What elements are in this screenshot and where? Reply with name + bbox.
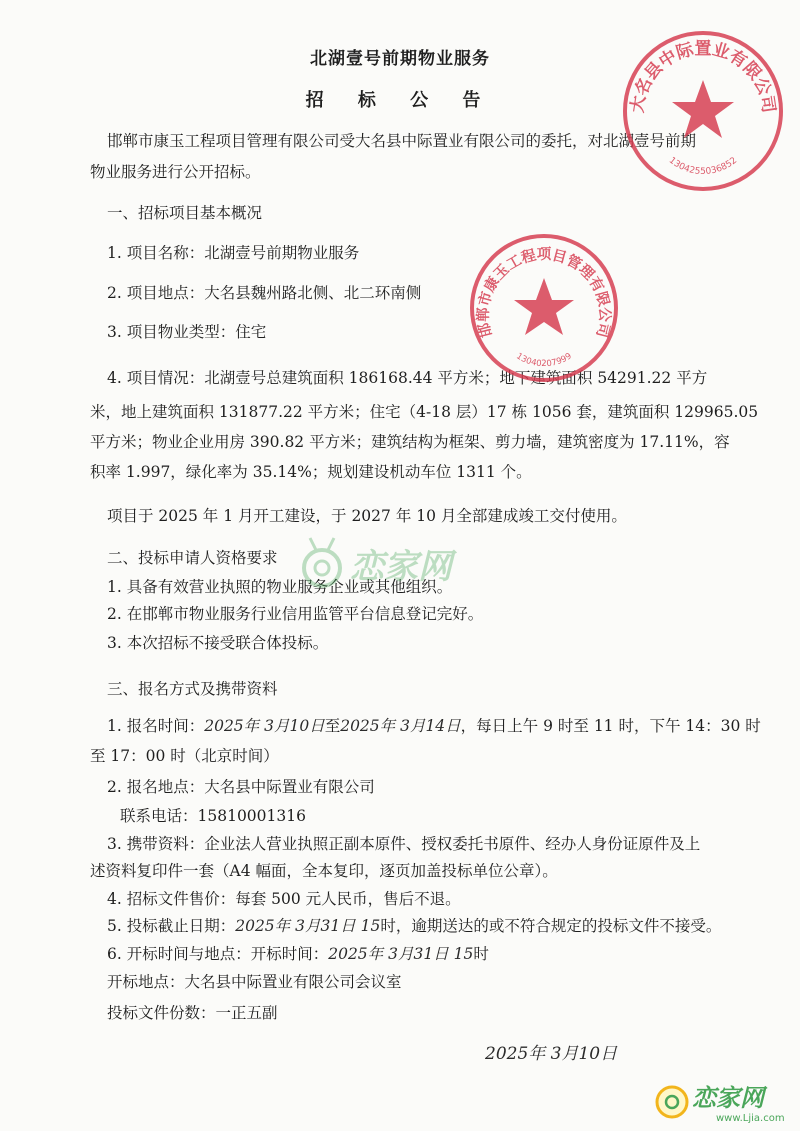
- document-subtitle: 招 标 公 告: [305, 90, 495, 111]
- handwritten-deadline: 2025年 3月31日 15: [235, 917, 381, 935]
- seal-1-number: 1304255036852: [666, 155, 740, 178]
- handwritten-start-date: 2025年 3月10日: [204, 717, 325, 735]
- materials-line-1: 3. 携带资料：企业法人营业执照正副本原件、授权委托书原件、经办人身份证原件及上: [107, 835, 701, 853]
- registration-place: 2. 报名地点：大名县中际置业有限公司: [107, 778, 375, 796]
- intro-line-2: 物业服务进行公开招标。: [90, 163, 261, 181]
- project-location: 2. 项目地点：大名县魏州路北侧、北二环南侧: [107, 284, 422, 302]
- materials-line-2: 述资料复印件一套（A4 幅面，全本复印，逐页加盖投标单位公章）。: [90, 862, 558, 880]
- seal-2-number: 13040207999: [514, 351, 574, 370]
- watermark-logo: [290, 534, 510, 594]
- agency-seal-stamp: [468, 232, 620, 384]
- project-situation-line-4: 积率 1.997，绿化率为 35.14%；规划建设机动车位 1311 个。: [90, 463, 532, 481]
- svg-text:1304255036852: [667, 156, 739, 177]
- company-seal-stamp: [620, 28, 786, 194]
- watermark-brand: 恋家网: [350, 547, 452, 587]
- bid-opening-place: 开标地点：大名县中际置业有限公司会议室: [107, 973, 402, 991]
- project-situation-line-1: 4. 项目情况：北湖壹号总建筑面积 186168.44 平方米；地下建筑面积 54291.22 平方: [107, 369, 708, 387]
- section3-heading: 三、报名方式及携带资料: [107, 680, 278, 698]
- project-situation-line-3: 平方米；物业企业用房 390.82 平方米；建筑结构为框架、剪力墙，建筑密度为 17.11%，容: [90, 433, 730, 451]
- project-schedule: 项目于 2025 年 1 月开工建设，于 2027 年 10 月全部建成竣工交付使用。: [107, 507, 627, 525]
- qualification-item: 3. 本次招标不接受联合体投标。: [107, 634, 329, 652]
- bid-deadline-suffix: 时，逾期送达的或不符合规定的投标文件不接受。: [380, 917, 722, 935]
- document-price: 4. 招标文件售价：每套 500 元人民币，售后不退。: [107, 890, 461, 908]
- bid-deadline: [107, 916, 721, 936]
- registration-time-mid: 至: [324, 717, 341, 735]
- bid-opening-suffix: 时: [473, 945, 489, 963]
- signature-date: 2025年 3月10日: [485, 1044, 618, 1064]
- handwritten-end-date: 2025年 3月14日: [340, 717, 461, 735]
- bid-deadline-prefix: 5. 投标截止日期：: [107, 917, 236, 935]
- seal-star-icon: [672, 80, 734, 138]
- registration-time-line-2: 至 17：00 时（北京时间）: [90, 747, 279, 765]
- snail-icon: [657, 1087, 687, 1117]
- intro-line-1: 邯郸市康玉工程项目管理有限公司受大名县中际置业有限公司的委托，对北湖壹号前期: [107, 132, 697, 150]
- registration-time-prefix: 1. 报名时间：: [107, 717, 205, 735]
- handwritten-opening-date: 2025年 3月31日 15: [328, 945, 474, 963]
- bid-opening-time: [107, 944, 489, 964]
- section2-heading: 二、投标申请人资格要求: [107, 549, 278, 567]
- svg-text:13040207999: [514, 351, 573, 369]
- seal-star-icon: [514, 278, 574, 335]
- seal-2-text: 邯郸市康玉工程项目管理有限公司: [475, 247, 613, 339]
- contact-phone: 联系电话：15810001316: [120, 807, 306, 825]
- registration-time-line-1: [107, 716, 761, 736]
- qualification-item: 2. 在邯郸市物业服务行业信用监管平台信息登记完好。: [107, 605, 484, 623]
- project-name: 1. 项目名称：北湖壹号前期物业服务: [107, 244, 360, 262]
- bid-copies: 投标文件份数：一正五副: [107, 1004, 278, 1022]
- qualification-item: 1. 具备有效营业执照的物业服务企业或其他组织。: [107, 578, 453, 596]
- watermark-brand-corner: 恋家网: [692, 1084, 764, 1112]
- registration-time-suffix: ，每日上午 9 时至 11 时，下午 14：30 时: [460, 717, 761, 735]
- watermark-logo-corner: [652, 1078, 792, 1126]
- bid-opening-prefix: 6. 开标时间与地点：开标时间：: [107, 945, 329, 963]
- project-situation-line-2: 米，地上建筑面积 131877.22 平方米；住宅（4-18 层）17 栋 1056 套，建筑面积 129965.05: [90, 403, 759, 421]
- project-type: 3. 项目物业类型：住宅: [107, 323, 267, 341]
- watermark-site: www.Ljia.com: [716, 1113, 785, 1124]
- section1-heading: 一、招标项目基本概况: [107, 204, 263, 222]
- snail-icon: [304, 550, 340, 586]
- document-title: 北湖壹号前期物业服务: [310, 49, 490, 69]
- seal-1-text: 大名县中际置业有限公司: [627, 39, 779, 115]
